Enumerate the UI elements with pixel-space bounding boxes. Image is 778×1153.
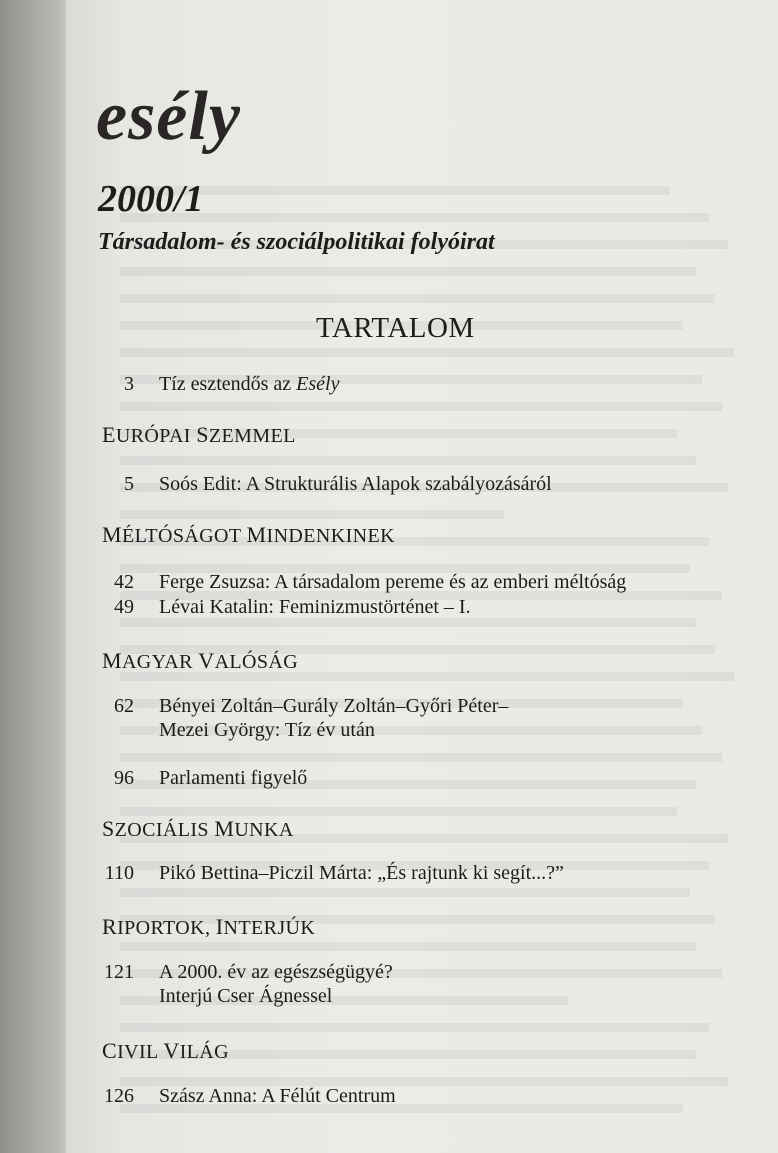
section-heading-europai <box>102 424 296 446</box>
section-heading-text: CIVIL VILÁG <box>102 1038 229 1063</box>
toc-entry-page: 126 <box>104 1085 134 1107</box>
toc-entry-title-line: A 2000. év az egészségügyé? <box>159 961 393 983</box>
toc-entry-title: Parlamenti figyelő <box>159 767 308 789</box>
bleed-line-texture <box>120 175 760 202</box>
journal-logo: esély <box>96 78 241 155</box>
bleed-line-bar <box>120 456 696 465</box>
toc-entry-page: 42 <box>114 571 134 593</box>
bleed-line-texture <box>120 256 760 283</box>
toc-entry[interactable] <box>98 960 393 1008</box>
section-heading-civil <box>102 1040 229 1062</box>
toc-entry[interactable] <box>98 861 564 885</box>
toc-entry[interactable] <box>98 1084 396 1108</box>
section-heading-text: EURÓPAI SZEMMEL <box>102 422 296 447</box>
bleed-line-texture <box>120 499 760 526</box>
toc-entry-title: Szász Anna: A Félút Centrum <box>159 1085 396 1107</box>
toc-entry-editorial[interactable] <box>98 372 339 396</box>
section-heading-riportok <box>102 916 315 938</box>
toc-entry-page: 96 <box>114 767 134 789</box>
toc-entry-title: Soós Edit: A Strukturális Alapok szabályozásáról <box>159 473 552 495</box>
toc-entry-title: Lévai Katalin: Feminizmustörténet – I. <box>159 596 471 618</box>
journal-subtitle: Társadalom- és szociálpolitikai folyóirat <box>98 229 495 255</box>
bleed-line-bar <box>120 213 709 222</box>
section-heading-text: RIPORTOK, INTERJÚK <box>102 914 316 939</box>
toc-entry-title <box>159 960 393 1008</box>
bleed-line-bar <box>120 402 722 411</box>
bleed-line-bar <box>120 267 696 276</box>
toc-entry-title: Ferge Zsuzsa: A társadalom pereme és az emberi méltóság <box>159 571 627 593</box>
section-heading-text: MÉLTÓSÁGOT MINDENKINEK <box>102 522 395 547</box>
section-heading-magyar <box>102 650 298 672</box>
bleed-line-bar <box>120 510 504 519</box>
toc-entry-title-italic: Esély <box>296 373 340 395</box>
bleed-line-bar <box>120 294 715 303</box>
bleed-line-bar <box>120 888 690 897</box>
toc-entry[interactable] <box>98 694 508 742</box>
toc-entry-title <box>159 372 339 396</box>
section-heading-text: SZOCIÁLIS MUNKA <box>102 816 294 841</box>
section-heading-text: MAGYAR VALÓSÁG <box>102 648 299 673</box>
toc-entry-page: 62 <box>114 695 134 717</box>
bleed-line-bar <box>120 753 722 762</box>
bleed-line-texture <box>120 742 760 769</box>
issue-number: 2000/1 <box>98 178 204 220</box>
toc-entry-page: 49 <box>114 596 134 618</box>
toc-heading: TARTALOM <box>316 312 475 344</box>
toc-entry-page: 5 <box>124 473 134 495</box>
toc-entry-title-line: Interjú Cser Ágnessel <box>159 985 333 1007</box>
bleed-line-bar <box>120 807 677 816</box>
toc-entry-page: 121 <box>104 961 134 983</box>
toc-entry[interactable] <box>98 570 626 594</box>
toc-entry-title-text: Tíz esztendős az <box>159 373 297 395</box>
section-heading-szocialis <box>102 818 294 840</box>
toc-entry-title: Pikó Bettina–Piczil Márta: „És rajtunk ki segít...?” <box>159 862 564 884</box>
bleed-line-bar <box>120 942 696 951</box>
bleed-line-texture <box>120 283 760 310</box>
bleed-line-bar <box>120 1023 709 1032</box>
toc-entry-page: 3 <box>124 373 134 395</box>
toc-entry-title <box>159 694 508 742</box>
toc-entry-page: 110 <box>104 862 134 884</box>
toc-entry[interactable] <box>98 472 552 496</box>
bleed-line-texture <box>120 445 760 472</box>
toc-entry[interactable] <box>98 766 307 790</box>
section-heading-meltosagot <box>102 524 395 546</box>
toc-entry-title-line: Mezei György: Tíz év után <box>159 719 375 741</box>
bleed-line-texture <box>120 1012 760 1039</box>
toc-entry-title-line: Bényei Zoltán–Gurály Zoltán–Győri Péter– <box>159 695 509 717</box>
book-spine-shadow <box>0 0 70 1153</box>
toc-entry[interactable] <box>98 595 471 619</box>
bleed-line-bar <box>120 348 734 357</box>
bleed-line-texture <box>120 202 760 229</box>
